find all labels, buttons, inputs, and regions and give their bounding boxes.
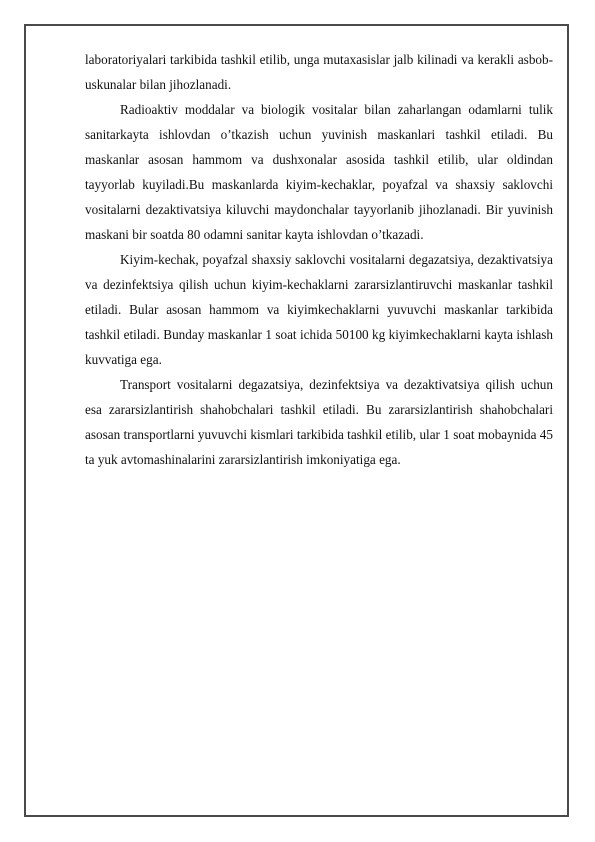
paragraph-1: laboratoriyalari tarkibida tashkil etilib, unga mutaxasislar jalb kilinadi va kerakli asbob-uskunalar bilan jihozlanadi. bbox=[85, 52, 553, 92]
paragraph-3: Kiyim-kechak, poyafzal shaxsiy saklovchi vositalarni degazatsiya, dezaktivatsiya va dezinfektsiya qilish uchun kiyim-kechaklarni zararsizlantiruvchi maskanlar tashkil etiladi. Bular asosan hammom va kiyimkechaklarni yuvuvchi maskanlar tarkibida tashkil etiladi. Bunday maskanlar 1 soat ichida 50100 kg kiyimkechaklarni kayta ishlash kuvvatiga ega. bbox=[85, 252, 553, 367]
paragraph-4: Transport vositalarni degazatsiya, dezinfektsiya va dezaktivatsiya qilish uchun esa zararsizlantirish shahobchalari tashkil etiladi. Bu zararsizlantirish shahobchalari asosan transportlarni yuvuvchi kismlari tarkibida tashkil etilib, ular 1 soat mobaynida 45 ta yuk avtomashinalarini zararsizlantirish imkoniyatiga ega. bbox=[85, 377, 553, 467]
paragraph-2: Radioaktiv moddalar va biologik vositalar bilan zaharlangan odamlarni tulik sanitarkayta ishlovdan o’tkazish uchun yuvinish maskanlari tashkil etiladi. Bu maskanlar asosan hammom va dushxonalar asosida tashkil etilib, ular oldindan tayyorlab kuyiladi.Bu maskanlarda kiyim-kechaklar, poyafzal va shaxsiy saklovchi vositalarni dezaktivatsiya kiluvchi maydonchalar tayyorlanib jihozlanadi. Bir yuvinish maskani bir soatda 80 odamni sanitar kayta ishlovdan o’tkazadi. bbox=[85, 102, 553, 242]
document-body bbox=[85, 47, 553, 472]
